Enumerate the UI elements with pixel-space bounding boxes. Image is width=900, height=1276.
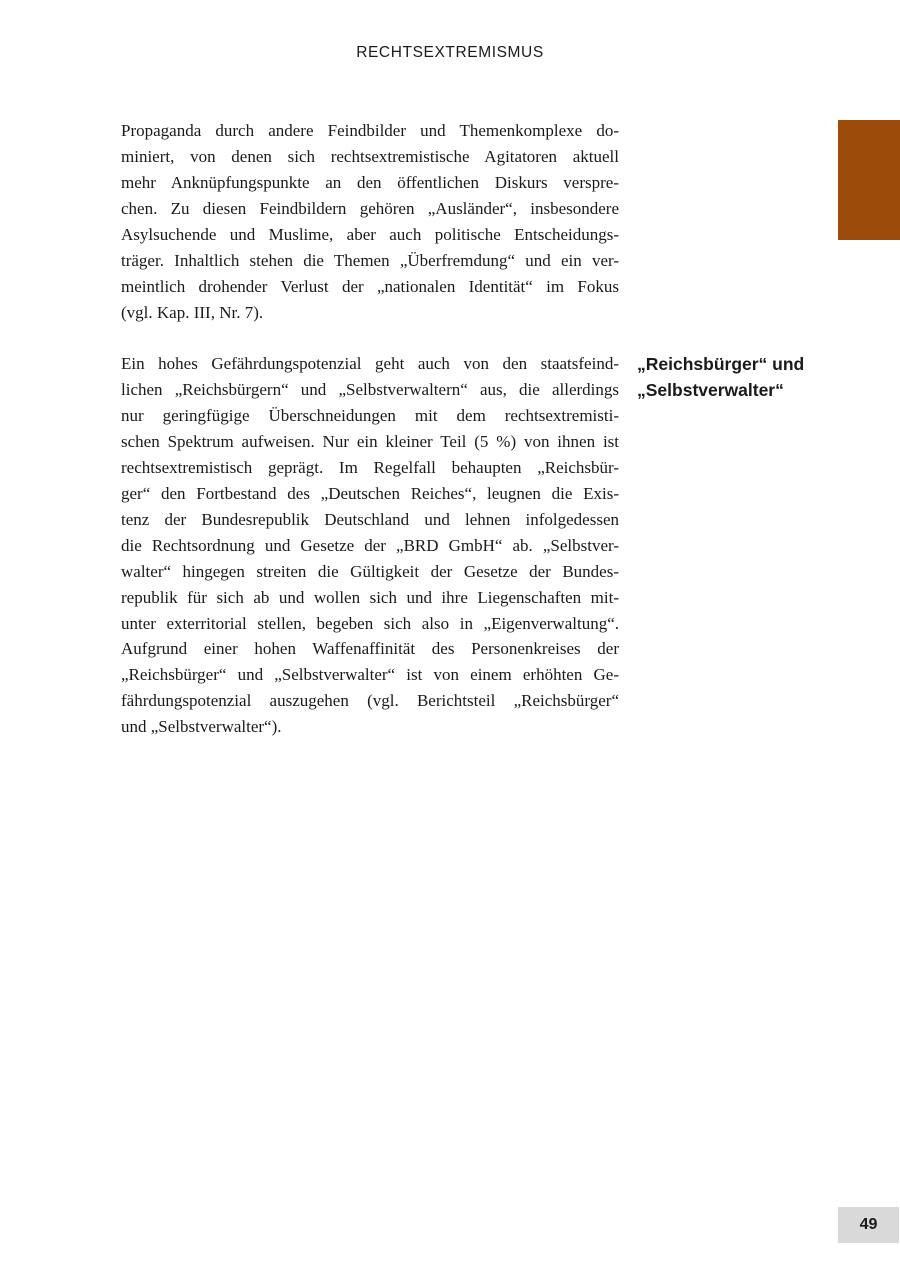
margin-heading-line: „Selbstverwalter“ [637,380,784,400]
text-line: unter exterritorial stellen, begeben sich also in „Eigenverwaltung“. [121,613,619,633]
text-line: Propaganda durch andere Feindbilder und Themenkomplexe do- [121,121,619,140]
text-line: fährdungspotenzial auszugehen (vgl. Berichtsteil „Reichsbürger“ [121,691,619,711]
text-line: schen Spektrum aufweisen. Nur ein kleiner Teil (5 %) von ihnen ist [121,431,619,451]
text-line: Ein hohes Gefährdungspotenzial geht auch von den staatsfeind- [121,354,619,373]
text-line: und „Selbstverwalter“). [121,717,282,737]
running-header: RECHTSEXTREMISMUS [356,44,544,61]
text-line: Aufgrund einer hohen Waffenaffinität des Personenkreises der [121,639,619,659]
text-line: ger“ den Fortbestand des „Deutschen Reiches“, leugnen die Exis- [121,483,619,503]
body-paragraph-1 [121,118,619,326]
text-line: republik für sich ab und wollen sich und ihre Liegenschaften mit- [121,587,619,607]
text-line: miniert, von denen sich rechtsextremistische Agitatoren aktuell [121,146,619,166]
chapter-tab-marker [838,120,900,240]
text-line: tenz der Bundesrepublik Deutschland und lehnen infolgedessen [121,509,619,529]
text-line: nur geringfügige Überschneidungen mit dem rechtsextremisti- [121,405,619,425]
text-line: mehr Anknüpfungspunkte an den öffentlichen Diskurs verspre- [121,172,619,192]
text-line: lichen „Reichsbürgern“ und „Selbstverwaltern“ aus, die allerdings [121,379,619,399]
page-number: 49 [838,1207,899,1243]
text-line: die Rechtsordnung und Gesetze der „BRD GmbH“ ab. „Selbstver- [121,535,619,555]
text-line: (vgl. Kap. III, Nr. 7). [121,302,264,322]
body-paragraph-2 [121,351,619,740]
margin-heading [637,351,837,403]
text-line: Asylsuchende und Muslime, aber auch politische Entscheidungs- [121,224,619,244]
margin-heading-line: „Reichsbürger“ und [637,354,805,374]
text-line: meintlich drohender Verlust der „nationalen Identität“ im Fokus [121,276,619,296]
text-line: träger. Inhaltlich stehen die Themen „Überfremdung“ und ein ver- [121,250,619,270]
text-line: rechtsextremistisch geprägt. Im Regelfall behaupten „Reichsbür- [121,457,619,477]
text-line: chen. Zu diesen Feindbildern gehören „Ausländer“, insbesondere [121,198,619,218]
text-line: walter“ hingegen streiten die Gültigkeit der Gesetze der Bundes- [121,561,619,581]
text-line: „Reichsbürger“ und „Selbstverwalter“ ist von einem erhöhten Ge- [121,665,619,685]
